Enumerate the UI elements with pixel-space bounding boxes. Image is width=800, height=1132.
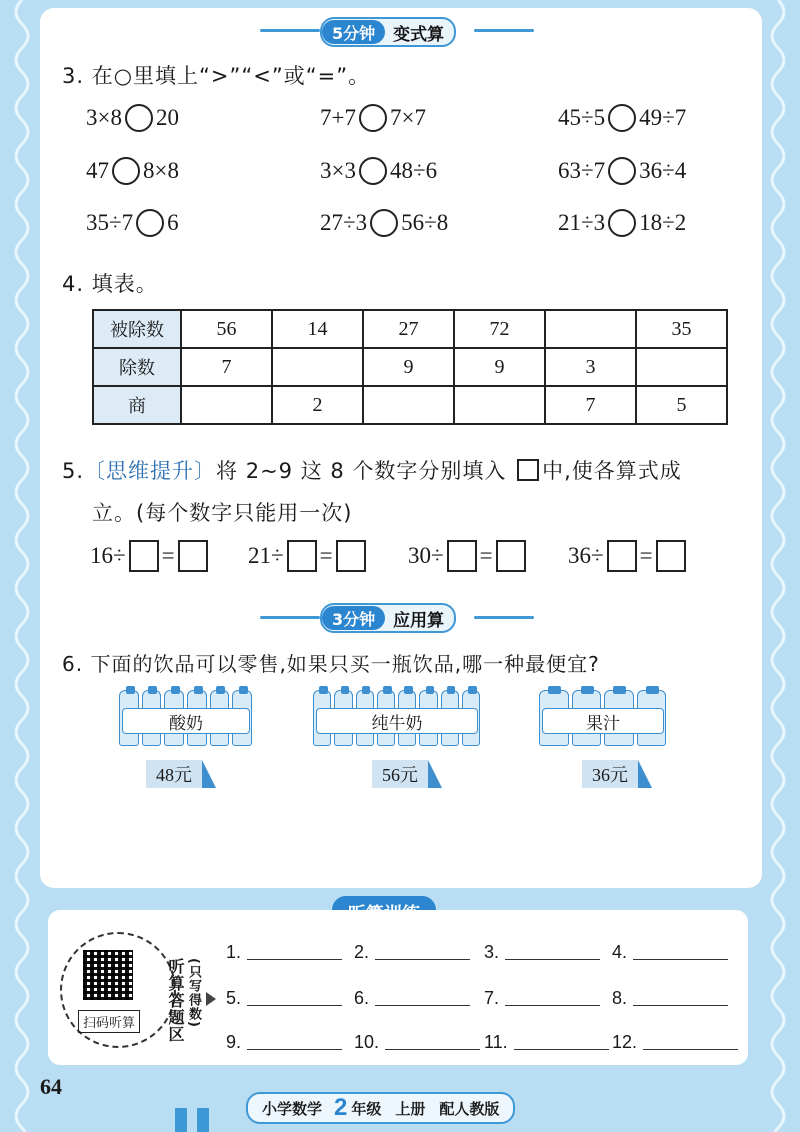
blank-line[interactable] [633, 1005, 728, 1006]
left-expression: 3×3 [320, 158, 356, 183]
answer-blank[interactable] [226, 1032, 342, 1053]
blank-line[interactable] [505, 959, 600, 960]
bottle-cap [548, 686, 561, 694]
left-expression: 21÷3 [558, 210, 606, 235]
question-3-title: 3. 在○里填上“>”“<”或“=”。 [62, 64, 371, 88]
answer-blank[interactable] [484, 988, 600, 1009]
blank-line[interactable] [247, 959, 342, 960]
left-expression: 35÷7 [86, 210, 134, 235]
drink-name: 酸奶 [122, 708, 250, 734]
dividend: 36÷ [568, 543, 604, 568]
quotient-box[interactable] [336, 540, 366, 572]
header-wing [260, 29, 320, 32]
right-expression: 48÷6 [389, 158, 438, 183]
blank-line[interactable] [385, 1049, 480, 1050]
table-cell[interactable] [454, 386, 545, 424]
comparison-item [320, 209, 448, 237]
question-number: 5. [62, 459, 85, 483]
bottle-cap [319, 686, 328, 694]
right-expression: 56÷8 [401, 210, 449, 235]
comparison-item [320, 104, 426, 132]
answer-blank[interactable] [484, 942, 600, 963]
right-expression: 7×7 [389, 105, 426, 130]
section-header-3min [320, 603, 456, 633]
table-cell: 14 [272, 310, 363, 348]
answer-area-label: 听算答题区 [166, 958, 185, 1043]
bottle-cap [404, 686, 413, 694]
table-cell[interactable] [272, 348, 363, 386]
edition: 配人教版 [439, 1099, 500, 1118]
drink-pack [312, 690, 482, 746]
right-expression: 8×8 [143, 158, 179, 183]
blank-line[interactable] [247, 1005, 342, 1006]
question-6-title: 6. 下面的饮品可以零售,如果只买一瓶饮品,哪一种最便宜? [62, 652, 600, 676]
header-wing [260, 616, 320, 619]
price-tag: 56元 [372, 760, 428, 788]
price-tag: 48元 [146, 760, 202, 788]
compare-circle[interactable] [125, 104, 153, 132]
quotient-box[interactable] [178, 540, 208, 572]
answer-box-sample [517, 459, 539, 481]
table-cell: 7 [545, 386, 636, 424]
left-expression: 45÷5 [558, 105, 606, 130]
arrow-right-icon [206, 992, 216, 1006]
qr-code-icon[interactable] [83, 950, 133, 1000]
compare-circle[interactable] [112, 157, 140, 185]
blank-line[interactable] [375, 959, 470, 960]
table-cell: 27 [363, 310, 454, 348]
question-text: 将 2~9 这 8 个数字分别填入 [216, 459, 507, 483]
comparison-item [558, 209, 686, 237]
dividend: 30÷ [408, 543, 444, 568]
table-row [93, 386, 727, 424]
division-equation [248, 540, 369, 572]
bottle-cap [581, 686, 594, 694]
bottle-cap [194, 686, 203, 694]
table-cell[interactable] [545, 310, 636, 348]
blank-number: 12. [612, 1032, 638, 1052]
header-wing [474, 616, 534, 619]
answer-blank[interactable] [354, 1032, 480, 1053]
row-header: 除数 [93, 348, 181, 386]
listening-panel [48, 910, 748, 1065]
right-expression: 6 [167, 210, 179, 235]
comparison-item [86, 157, 179, 185]
row-header: 被除数 [93, 310, 181, 348]
blank-line[interactable] [247, 1049, 342, 1050]
compare-circle[interactable] [359, 157, 387, 185]
left-expression: 27÷3 [320, 210, 368, 235]
blank-line[interactable] [505, 1005, 600, 1006]
answer-blank[interactable] [484, 1032, 609, 1053]
answer-blank[interactable] [612, 988, 728, 1009]
compare-circle[interactable] [608, 157, 636, 185]
drink-pack [538, 690, 668, 746]
bottle-cap [171, 686, 180, 694]
answer-blank[interactable] [354, 942, 470, 963]
footer-tab [197, 1108, 209, 1132]
bottle-cap [447, 686, 456, 694]
blank-line[interactable] [375, 1005, 470, 1006]
right-expression: 36÷4 [639, 158, 687, 183]
divisor-box[interactable] [287, 540, 317, 572]
answer-blank[interactable] [226, 988, 342, 1009]
blank-number: 2. [354, 942, 370, 962]
blank-number: 10. [354, 1032, 380, 1052]
table-cell: 56 [181, 310, 272, 348]
dividend: 16÷ [90, 543, 126, 568]
table-cell: 3 [545, 348, 636, 386]
section-title: 变式算 [393, 24, 445, 45]
section-timer: 3分钟 [322, 606, 385, 630]
blank-number: 1. [226, 942, 242, 962]
bottle-cap [126, 686, 135, 694]
blank-number: 3. [484, 942, 500, 962]
division-equation [408, 540, 529, 572]
header-wing [474, 29, 534, 32]
divisor-box[interactable] [447, 540, 477, 572]
table-row [93, 348, 727, 386]
quotient-box[interactable] [496, 540, 526, 572]
answer-blank[interactable] [612, 1032, 738, 1053]
answer-blank[interactable] [612, 942, 728, 963]
table-cell: 9 [363, 348, 454, 386]
blank-number: 5. [226, 988, 242, 1008]
left-expression: 47 [86, 158, 109, 183]
blank-number: 4. [612, 942, 628, 962]
footer-book-info [246, 1092, 515, 1124]
bottle-cap [613, 686, 626, 694]
answer-blank[interactable] [354, 988, 470, 1009]
bottle-cap [383, 686, 392, 694]
bottle-cap [148, 686, 157, 694]
comparison-item [558, 104, 686, 132]
divisor-box[interactable] [129, 540, 159, 572]
division-equation [90, 540, 211, 572]
blank-number: 7. [484, 988, 500, 1008]
answer-note: (只写得数) [186, 958, 201, 1028]
table-cell[interactable] [363, 386, 454, 424]
equals-sign: = [319, 543, 333, 568]
table-cell: 7 [181, 348, 272, 386]
question-5-line2: 立。(每个数字只能用一次) [92, 501, 353, 525]
table-cell[interactable] [636, 348, 727, 386]
answer-blank[interactable] [226, 942, 342, 963]
table-cell: 2 [272, 386, 363, 424]
section-title: 应用算 [393, 610, 445, 631]
question-5-line1 [62, 455, 682, 485]
compare-circle[interactable] [370, 209, 398, 237]
division-equation [568, 540, 689, 572]
right-expression: 49÷7 [639, 105, 687, 130]
price-tag: 36元 [582, 760, 638, 788]
compare-circle[interactable] [359, 104, 387, 132]
subject: 小学数学 [262, 1099, 323, 1118]
question-text-cont: 中,使各算式成 [542, 459, 682, 483]
bottle-cap [426, 686, 435, 694]
footer-tab [175, 1108, 187, 1132]
table-cell: 5 [636, 386, 727, 424]
blank-line[interactable] [514, 1049, 609, 1050]
blank-number: 6. [354, 988, 370, 1008]
bottle-cap [646, 686, 659, 694]
dividend: 21÷ [248, 543, 284, 568]
grade: 年级 [351, 1099, 382, 1118]
row-header: 商 [93, 386, 181, 424]
compare-circle[interactable] [608, 209, 636, 237]
blank-line[interactable] [643, 1049, 738, 1050]
compare-circle[interactable] [608, 104, 636, 132]
table-cell[interactable] [181, 386, 272, 424]
section-header-5min [320, 17, 456, 47]
comparison-item [86, 209, 179, 237]
drink-pack [118, 690, 254, 746]
blank-number: 9. [226, 1032, 242, 1052]
volume: 上册 [395, 1099, 426, 1118]
table-cell: 9 [454, 348, 545, 386]
right-expression: 18÷2 [639, 210, 687, 235]
blank-line[interactable] [633, 959, 728, 960]
bottle-cap [239, 686, 248, 694]
drink-name: 纯牛奶 [316, 708, 478, 734]
divisor-box[interactable] [607, 540, 637, 572]
bottle-cap [216, 686, 225, 694]
equals-sign: = [161, 543, 175, 568]
blank-number: 11. [484, 1032, 508, 1052]
table-cell: 72 [454, 310, 545, 348]
bottle-cap [362, 686, 371, 694]
bottle-cap [341, 686, 350, 694]
table-cell: 35 [636, 310, 727, 348]
scan-label: 扫码听算 [78, 1010, 140, 1033]
drink-name: 果汁 [542, 708, 664, 734]
worksheet-panel [40, 8, 762, 888]
comparison-item [320, 157, 437, 185]
section-timer: 5分钟 [322, 20, 385, 44]
equals-sign: = [479, 543, 493, 568]
equals-sign: = [639, 543, 653, 568]
left-expression: 7+7 [320, 105, 356, 130]
page-number: 64 [40, 1074, 62, 1099]
blank-number: 8. [612, 988, 628, 1008]
compare-circle[interactable] [136, 209, 164, 237]
division-table [92, 309, 728, 425]
right-expression: 20 [155, 105, 179, 130]
table-row [93, 310, 727, 348]
thinking-tag: 〔思维提升〕 [84, 459, 217, 483]
bottle-cap [468, 686, 477, 694]
comparison-item [558, 157, 686, 185]
left-expression: 63÷7 [558, 158, 606, 183]
comparison-item [86, 104, 179, 132]
question-4-title: 4. 填表。 [62, 272, 158, 296]
grade-number: 2 [334, 1094, 348, 1121]
left-expression: 3×8 [86, 105, 122, 130]
quotient-box[interactable] [656, 540, 686, 572]
